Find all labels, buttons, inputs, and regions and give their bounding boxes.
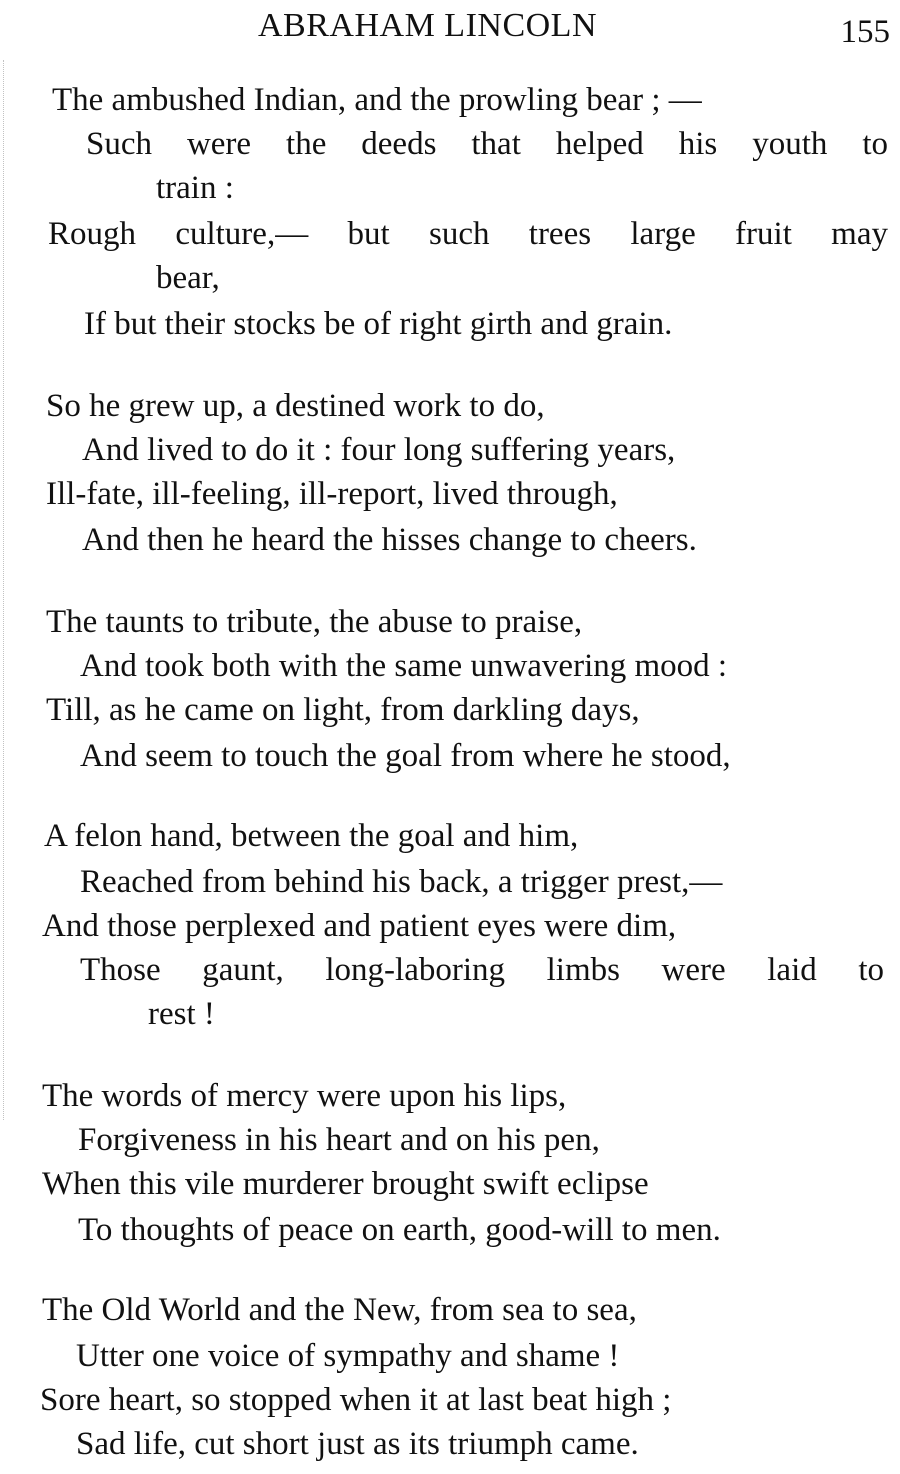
verse-line: And then he heard the hisses change to cheers. (82, 522, 697, 558)
running-title: ABRAHAM LINCOLN (258, 7, 597, 44)
page-gutter-edge (3, 60, 7, 1120)
verse-line: Those gaunt, long-laboring limbs were laid to (80, 952, 884, 988)
verse-line: A felon hand, between the goal and him, (44, 818, 579, 854)
verse-line: The ambushed Indian, and the prowling bear ; — (52, 82, 702, 118)
verse-line: The words of mercy were upon his lips, (42, 1078, 567, 1114)
verse-line: Till, as he came on light, from darkling days, (46, 692, 640, 728)
verse-line: Forgiveness in his heart and on his pen, (78, 1122, 600, 1158)
verse-line: Sore heart, so stopped when it at last beat high ; (40, 1382, 672, 1418)
verse-line: Utter one voice of sympathy and shame ! (76, 1338, 620, 1374)
verse-line: When this vile murderer brought swift eclipse (42, 1166, 649, 1202)
verse-line: Reached from behind his back, a trigger prest,— (80, 864, 723, 900)
verse-line: To thoughts of peace on earth, good-will to men. (78, 1212, 721, 1248)
verse-line: Such were the deeds that helped his youth to (86, 126, 888, 162)
verse-line-turnover: train : (156, 170, 234, 206)
verse-line: If but their stocks be of right girth and grain. (84, 306, 673, 342)
verse-line: Sad life, cut short just as its triumph came. (76, 1426, 639, 1462)
verse-line: Ill-fate, ill-feeling, ill-report, lived through, (46, 476, 618, 512)
page-number: 155 (840, 14, 890, 50)
verse-line: The Old World and the New, from sea to sea, (42, 1292, 637, 1328)
verse-line: And lived to do it : four long suffering years, (82, 432, 676, 468)
verse-line: So he grew up, a destined work to do, (46, 388, 545, 424)
verse-line-turnover: bear, (156, 260, 220, 296)
verse-line: Rough culture,— but such trees large fruit may (48, 216, 888, 252)
verse-line: The taunts to tribute, the abuse to praise, (46, 604, 583, 640)
verse-line: And those perplexed and patient eyes were dim, (42, 908, 677, 944)
verse-line: And took both with the same unwavering mood : (80, 648, 728, 684)
verse-line: And seem to touch the goal from where he stood, (80, 738, 731, 774)
verse-line-turnover: rest ! (148, 996, 215, 1032)
